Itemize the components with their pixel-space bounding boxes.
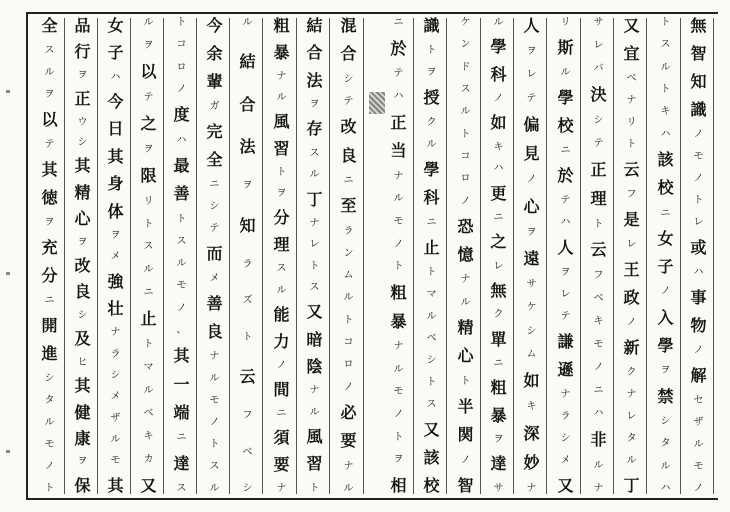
text-column: 人 ヲ レ テ 偏 見 ノ 心 ヲ 遠 サ ケ シ ム 如 キ 深 妙 ナ — [517, 18, 547, 494]
text-column: ル ヲ 以 テ 之 ヲ 限 リ ト ス ル ニ 止 ト マ ル ベ キ カ 又 — [134, 18, 164, 494]
page-border-bottom — [26, 498, 718, 500]
text-column: 結 合 法 ヲ 存 ス ル 丁 ナ レ ト ス 又 暗 陰 ナ ル 風 習 ト — [300, 18, 330, 494]
margin-mark — [6, 272, 10, 275]
text-column: サ レ バ 決 シ テ 正 理 ト 云 フ ベ キ モ ノ ニ ハ 非 ル ナ — [584, 18, 614, 494]
text-column: 粗 暴 ナ ル 風 習 ト ヲ 分 理 ス ル 能 力 ノ 間 ニ 須 要 ナ — [267, 18, 297, 494]
text-column: ト コ ロ ノ 度 ハ 最 善 ト ス ル モ ノ 、 其 一 端 ニ 達 ス — [167, 18, 197, 494]
text-column: リ 斯 ル 學 校 ニ 於 テ ハ 人 ヲ レ テ 謙 遜 ナ ラ シ メ 又 — [551, 18, 581, 494]
text-column: ル 結 合 法 ヲ 知 ラ ズ ト 云 フ ベ シ — [233, 18, 263, 494]
margin-mark — [6, 90, 10, 93]
text-column: ル 學 科 ノ 如 キ ハ 更 ニ 之 レ 無 ク 單 ニ 粗 暴 ヲ 達 サ — [484, 18, 514, 494]
text-column: ト ス ル ト キ ハ 該 校 ニ 女 子 ノ 入 學 ヲ 禁 シ タ ル ハ — [651, 18, 681, 494]
text-column: ケ ン ド ス ル ト コ ロ ノ 恐 憶 ナ ル 精 心 ト 半 関 ノ 智 — [451, 18, 481, 494]
printer-mark — [369, 92, 385, 114]
page-border-left — [26, 12, 28, 500]
text-column: 又 宜 ベ ナ リ ト 云 フ 是 レ 王 政 ノ 新 ク ナ レ タ ル 丁 — [617, 18, 647, 494]
margin-mark — [6, 450, 10, 453]
text-column: 今 余 輩 ガ 完 全 ニ シ テ 而 メ 善 良 ナ ル モ ノ ト ス ル — [200, 18, 230, 494]
text-column: 品 行 ヲ 正 ウ シ 其 精 心 ヲ 改 良 シ 及 ヒ 其 健 康 ヲ 保 — [68, 18, 98, 494]
page-border-top — [26, 12, 718, 14]
text-column: 全 ス ル ヲ 以 テ 其 徳 ヲ 充 分 ニ 開 進 シ タ ル モ ノ ト — [35, 18, 65, 494]
text-column: 混 合 シ テ 改 良 ニ 至 ラ ン ム ル ト コ ロ ノ 必 要 ナ ル — [334, 18, 364, 494]
text-column: 無 智 知 識 ノ モ ノ ト レ 或 ハ 事 物 ノ 解 セ ザ ル モ ノ — [684, 18, 714, 494]
text-column: 識 ト ヲ 授 ク ル 學 科 ニ 止 ト マ ル ベ シ ト ス 又 該 校 — [417, 18, 447, 494]
text-column: 女 子 ハ 今 日 其 身 体 ヲ メ 強 壮 ナ ラ シ メ ザ ル モ 其 — [101, 18, 131, 494]
text-column: ニ 於 テ ハ 正 当 ナ ル モ ノ ト 粗 暴 ナ ル モ ノ ト ヲ 相 — [384, 18, 414, 494]
